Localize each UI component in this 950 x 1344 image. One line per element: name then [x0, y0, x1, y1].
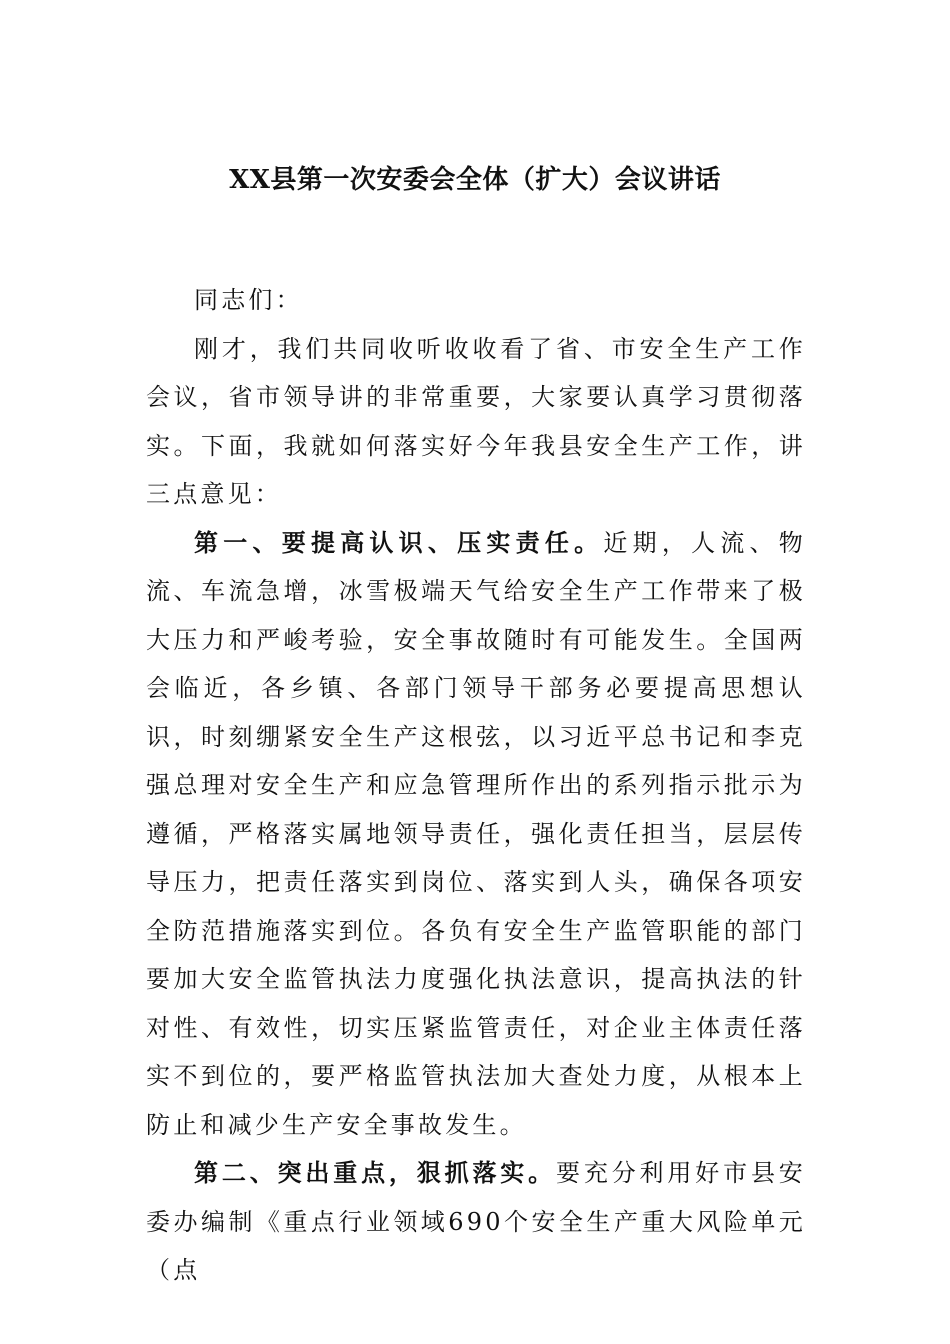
- greeting-paragraph: 同志们：: [194, 286, 303, 314]
- section-1-paragraph: [146, 519, 806, 1150]
- document-body: [146, 276, 806, 1295]
- section-2-heading: 第二、突出重点，狠抓落实。: [194, 1158, 557, 1187]
- section-1-text: 近期，人流、物流、车流急增，冰雪极端天气给安全生产工作带来了极大压力和严峻考验，安全事故随时有可能发生。全国两会临近，各乡镇、各部门领导干部务必要提高思想认识，时刻绷紧安全生产这根弦，以习近平总书记和李克强总理对安全生产和应急管理所作出的系列指示批示为遵循，严格落实属地领导责任，强化责任担当，层层传导压力，把责任落实到岗位、落实到人头，确保各项安全防范措施落实到位。各负有安全生产监管职能的部门要加大安全监管执法力度强化执法意识，提高执法的针对性、有效性，切实压紧监管责任，对企业主体责任落实不到位的，要严格监管执法加大查处力度，从根本上防止和减少生产安全事故发生。: [146, 528, 806, 1139]
- section-2-paragraph: [146, 1149, 806, 1295]
- section-2-text: 要充分利用好市县安委办编制《重点行业领域690个安全生产重大风险单元（点: [146, 1159, 806, 1284]
- intro-paragraph: 刚才，我们共同收听收收看了省、市安全生产工作会议，省市领导讲的非常重要，大家要认真学习贯彻落实。下面，我就如何落实好今年我县安全生产工作，讲三点意见：: [146, 334, 806, 508]
- section-1-heading: 第一、要提高认识、压实责任。: [194, 527, 604, 557]
- document-title: XX县第一次安委会全体（扩大）会议讲话: [229, 165, 721, 195]
